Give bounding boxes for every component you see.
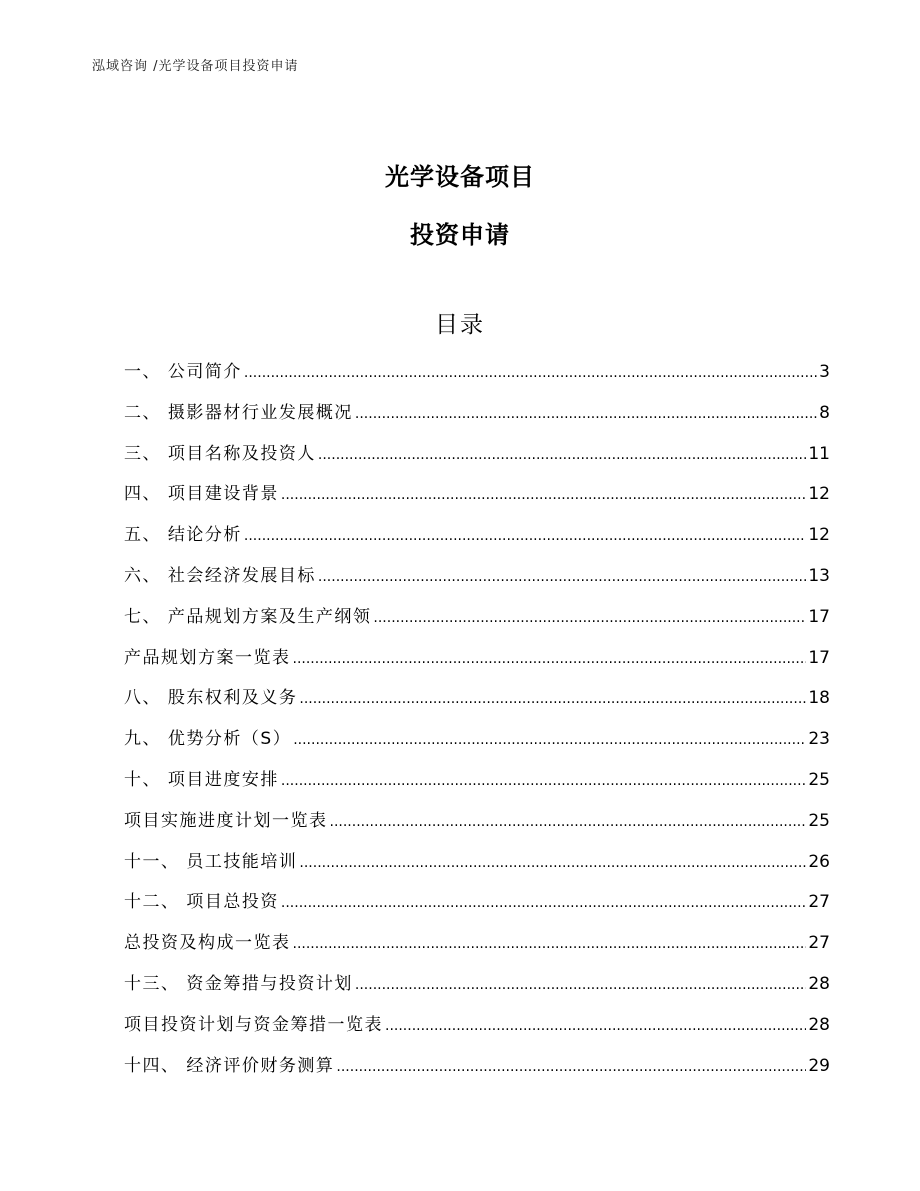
toc-entry-page: 3	[819, 362, 830, 382]
toc-entry-page: 28	[808, 973, 830, 994]
toc-entry[interactable]	[124, 886, 830, 927]
running-header: 泓域咨询 /光学设备项目投资申请	[92, 59, 299, 74]
toc-leader-dots	[299, 847, 806, 879]
toc-entry[interactable]	[124, 642, 830, 683]
toc-entry-label: 十、 项目进度安排	[124, 769, 279, 790]
toc-leader-dots	[281, 887, 806, 919]
toc-entry[interactable]	[124, 356, 830, 397]
toc-entry-label: 九、 优势分析（S）	[124, 729, 292, 750]
toc-leader-dots	[373, 602, 806, 634]
toc-entry-label: 十一、 员工技能培训	[124, 851, 298, 872]
toc-entry-label: 三、 项目名称及投资人	[124, 443, 316, 464]
toc-entry-label: 总投资及构成一览表	[124, 933, 291, 954]
toc-leader-dots	[318, 439, 806, 471]
toc-entry-page: 12	[808, 484, 830, 505]
toc-entry-label: 项目投资计划与资金筹措一览表	[124, 1014, 383, 1035]
toc-leader-dots	[293, 928, 807, 960]
toc-entry-page: 28	[808, 1014, 830, 1035]
toc-entry-page: 25	[808, 769, 830, 790]
toc-entry[interactable]	[124, 438, 830, 479]
toc-leader-dots	[385, 1010, 806, 1042]
toc-entry[interactable]	[124, 1009, 830, 1050]
toc-entry[interactable]	[124, 927, 830, 968]
toc-entry-page: 25	[808, 810, 830, 831]
toc-entry[interactable]	[124, 1050, 830, 1091]
toc-entry-page: 29	[808, 1055, 830, 1076]
toc-entry-page: 11	[808, 443, 830, 464]
toc-entry-label: 五、 结论分析	[124, 525, 242, 546]
document-title: 光学设备项目	[385, 163, 535, 191]
toc-entry-page: 12	[808, 525, 830, 546]
toc-entry-label: 十三、 资金筹措与投资计划	[124, 973, 353, 994]
toc-entry[interactable]	[124, 519, 830, 560]
toc-entry-label: 项目实施进度计划一览表	[124, 810, 328, 831]
toc-entry[interactable]	[124, 682, 830, 723]
toc-heading: 目录	[435, 312, 485, 338]
toc-entry-label: 二、 摄影器材行业发展概况	[124, 402, 353, 423]
toc-entry-page: 27	[808, 892, 830, 913]
toc-leader-dots	[293, 724, 806, 756]
toc-entry[interactable]	[124, 968, 830, 1009]
toc-leader-dots	[244, 357, 817, 389]
toc-leader-dots	[281, 765, 806, 797]
toc-leader-dots	[299, 683, 806, 715]
toc-entry-page: 17	[808, 606, 830, 627]
toc-leader-dots	[355, 398, 817, 430]
toc-leader-dots	[293, 643, 807, 675]
toc-entry-label: 产品规划方案一览表	[124, 647, 291, 668]
toc-entry[interactable]	[124, 723, 830, 764]
toc-entry-page: 13	[808, 565, 830, 586]
toc-entry[interactable]	[124, 846, 830, 887]
toc-entry-label: 四、 项目建设背景	[124, 484, 279, 505]
toc-entry-label: 八、 股东权利及义务	[124, 688, 298, 709]
toc-entry-page: 26	[808, 851, 830, 872]
toc-leader-dots	[330, 806, 807, 838]
toc-entry-page: 27	[808, 933, 830, 954]
document-subtitle: 投资申请	[410, 221, 510, 249]
toc-entry[interactable]	[124, 601, 830, 642]
toc-entry-page: 17	[808, 647, 830, 668]
toc-entry[interactable]	[124, 805, 830, 846]
toc-entry-label: 六、 社会经济发展目标	[124, 565, 316, 586]
toc-leader-dots	[318, 561, 806, 593]
table-of-contents	[124, 356, 830, 1090]
toc-entry-label: 七、 产品规划方案及生产纲领	[124, 606, 372, 627]
toc-entry-page: 23	[808, 729, 830, 750]
toc-entry-label: 十四、 经济评价财务测算	[124, 1055, 335, 1076]
toc-leader-dots	[244, 520, 806, 552]
toc-entry[interactable]	[124, 560, 830, 601]
toc-leader-dots	[336, 1051, 806, 1083]
toc-entry-label: 十二、 项目总投资	[124, 892, 279, 913]
toc-entry[interactable]	[124, 397, 830, 438]
toc-entry-label: 一、 公司简介	[124, 362, 242, 382]
toc-entry-page: 8	[819, 402, 830, 423]
toc-entry[interactable]	[124, 478, 830, 519]
toc-leader-dots	[281, 479, 806, 511]
toc-entry[interactable]	[124, 764, 830, 805]
toc-leader-dots	[355, 969, 806, 1001]
toc-entry-page: 18	[808, 688, 830, 709]
